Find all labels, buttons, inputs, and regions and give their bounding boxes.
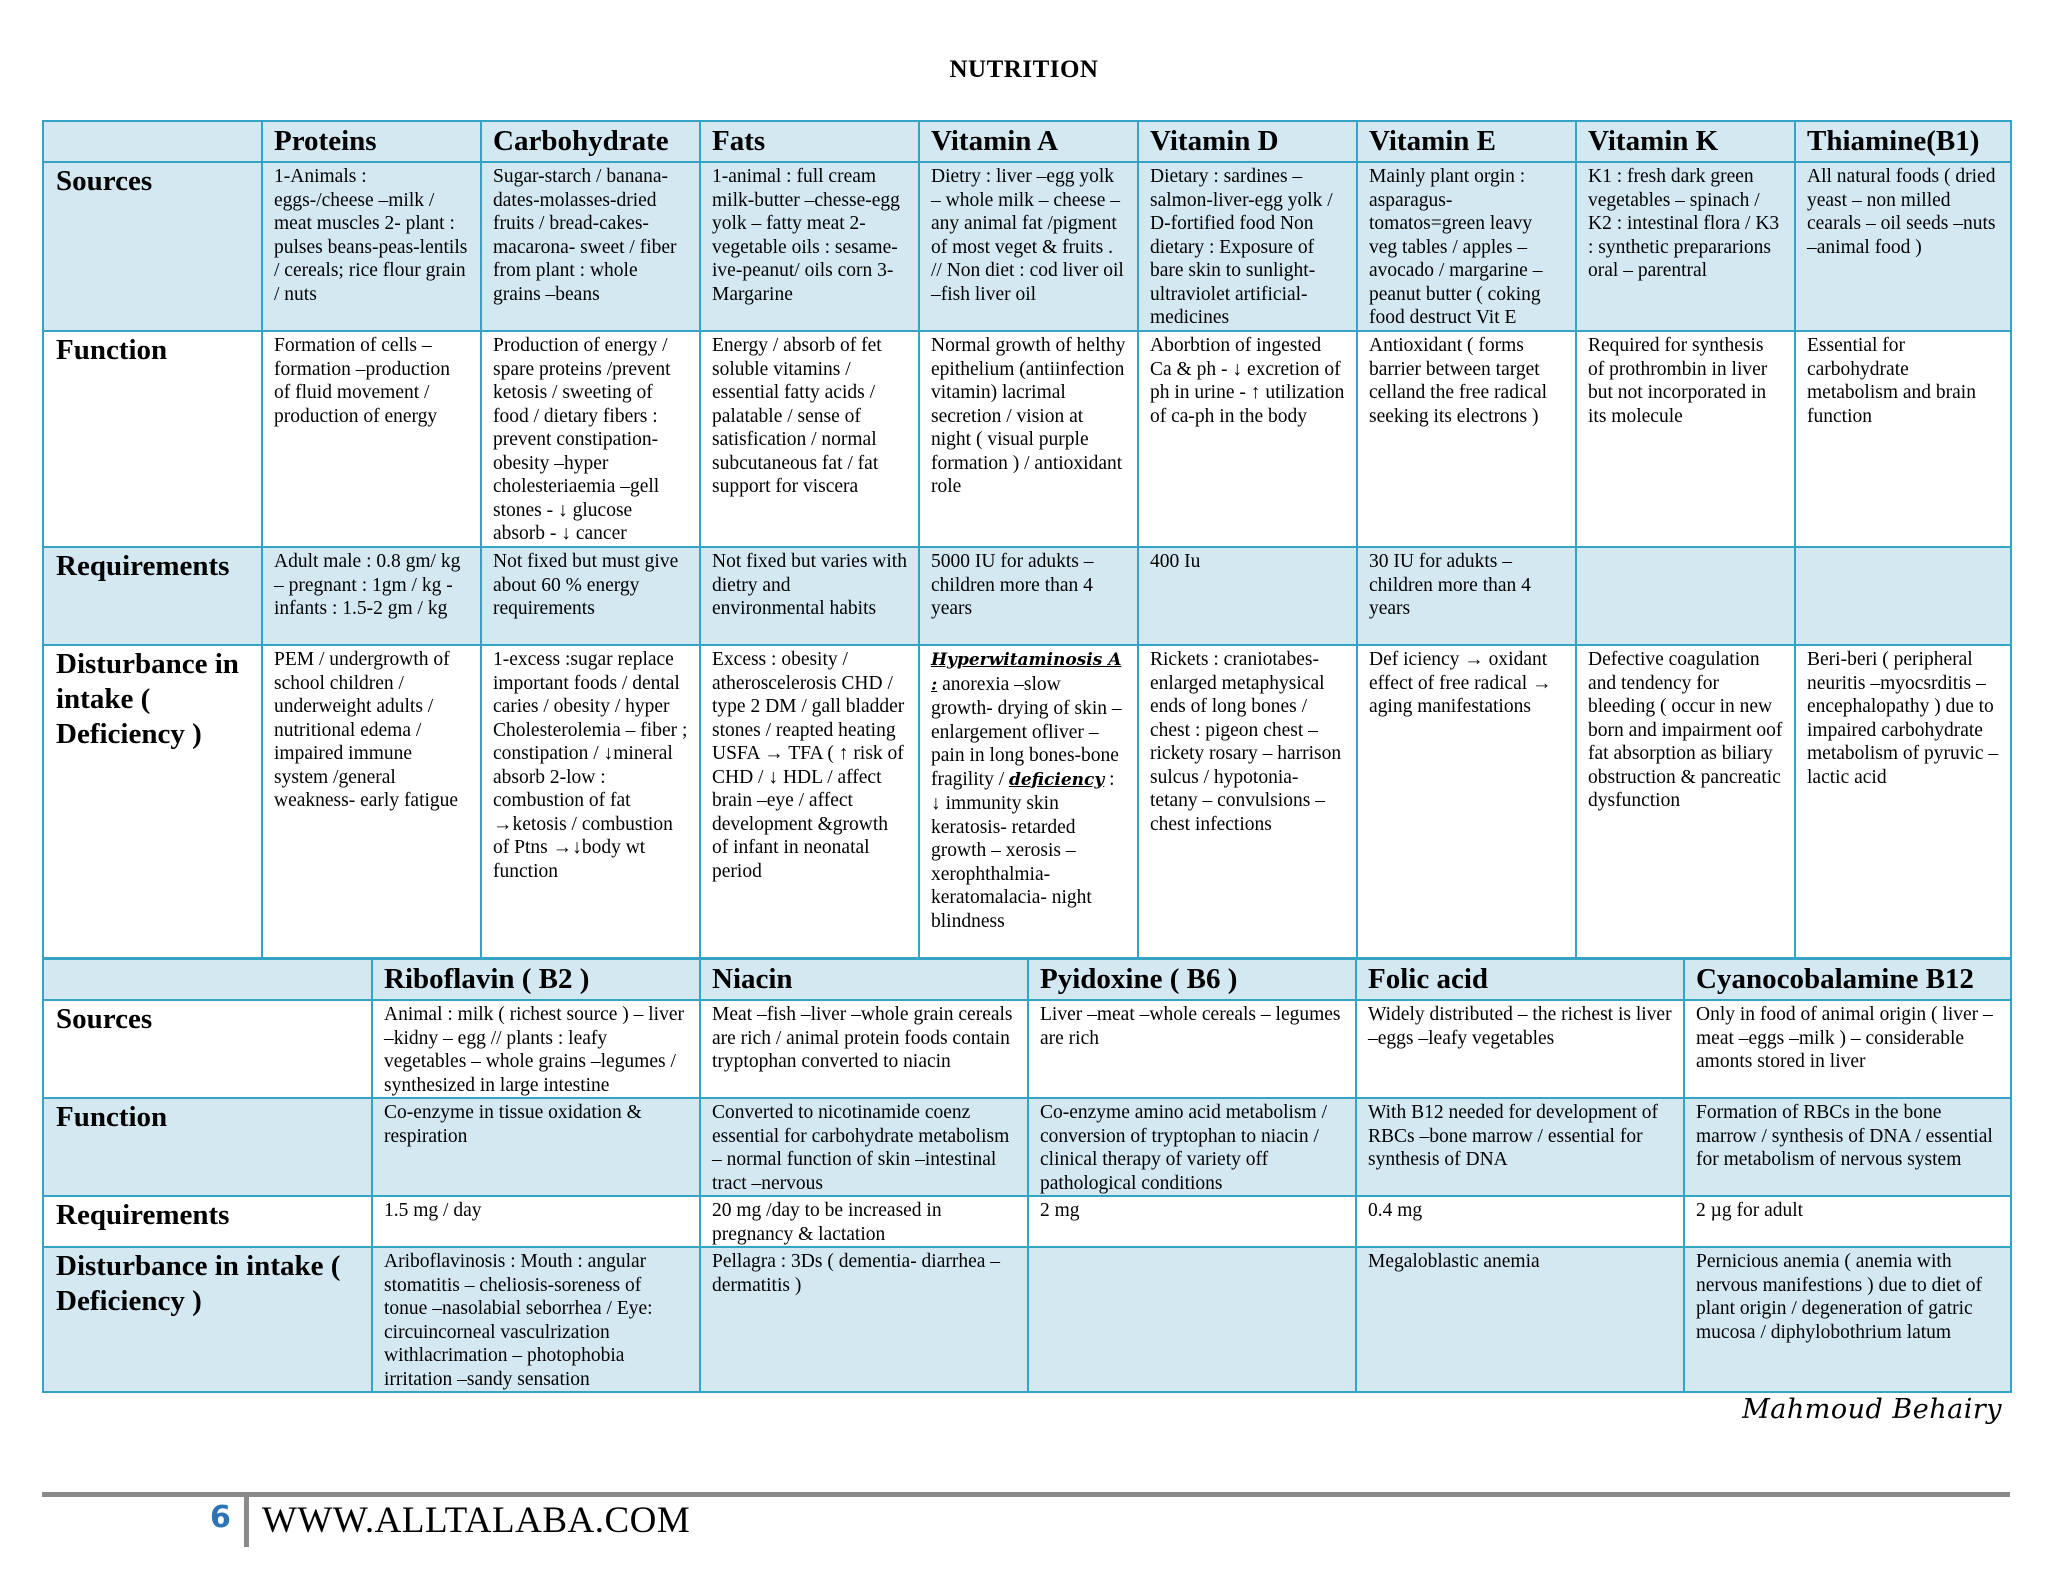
table-cell: Meat –fish –liver –whole grain cereals are rich / animal protein foods contain tryptophan converted to niacin: [700, 1000, 1028, 1098]
table-cell: Energy / absorb of fet soluble vitamins / essential fatty acids / palatable / sense of satisfication / normal subcutaneous fat / fat support for viscera: [700, 331, 919, 547]
table-row-sources: [43, 162, 2011, 331]
table-row-sources: [43, 1000, 2011, 1098]
col-header-niacin: Niacin: [700, 959, 1028, 1000]
footer-divider: [42, 1492, 2010, 1497]
col-header-carbohydrate: Carbohydrate: [481, 121, 700, 162]
table-cell: Pernicious anemia ( anemia with nervous manifestions ) due to diet of plant origin / degeneration of gatric mucosa / diphylobothrium latum: [1684, 1247, 2011, 1392]
row-label-requirements: Requirements: [43, 547, 262, 645]
table-row-deficiency: [43, 645, 2011, 958]
col-header-riboflavin: Riboflavin ( B2 ): [372, 959, 700, 1000]
table-cell: Not fixed but varies with dietry and environmental habits: [700, 547, 919, 645]
footer-separator: [244, 1497, 249, 1547]
table-cell: 2 mg: [1028, 1196, 1356, 1247]
table-cell: [1576, 547, 1795, 645]
row-label-sources: Sources: [43, 1000, 372, 1098]
table-cell: Converted to nicotinamide coenz essential for carbohydrate metabolism – normal function of skin –intestinal tract –nervous: [700, 1098, 1028, 1196]
table-cell: 2 µg for adult: [1684, 1196, 2011, 1247]
col-header-thiamine: Thiamine(B1): [1795, 121, 2011, 162]
row-label-requirements: Requirements: [43, 1196, 372, 1247]
row-label-deficiency: Disturbance in intake ( Deficiency ): [43, 645, 262, 958]
table-cell: 1-Animals : eggs-/cheese –milk / meat muscles 2- plant : pulses beans-peas-lentils / cereals; rice flour grain / nuts: [262, 162, 481, 331]
row-label-function: Function: [43, 331, 262, 547]
table-cell: [1795, 547, 2011, 645]
table-cell: 20 mg /day to be increased in pregnancy & lactation: [700, 1196, 1028, 1247]
corner-cell: [43, 121, 262, 162]
table-cell: 400 Iu: [1138, 547, 1357, 645]
col-header-proteins: Proteins: [262, 121, 481, 162]
table-cell: Megaloblastic anemia: [1356, 1247, 1684, 1392]
table-cell: With B12 needed for development of RBCs –bone marrow / essential for synthesis of DNA: [1356, 1098, 1684, 1196]
table-cell: PEM / undergrowth of school children / underweight adults / nutritional edema / impaired immune system /general weakness- early fatigue: [262, 645, 481, 958]
page-number: 6: [210, 1500, 231, 1535]
table-cell: Co-enzyme in tissue oxidation & respiration: [372, 1098, 700, 1196]
col-header-pyridoxine: Pyidoxine ( B6 ): [1028, 959, 1356, 1000]
table-cell: Aborbtion of ingested Ca & ph - ↓ excretion of ph in urine - ↑ utilization of ca-ph in the body: [1138, 331, 1357, 547]
table-cell: 30 IU for adukts – children more than 4 years: [1357, 547, 1576, 645]
page-title: NUTRITION: [949, 56, 1099, 83]
col-header-folic-acid: Folic acid: [1356, 959, 1684, 1000]
table-cell: Liver –meat –whole cereals – legumes are rich: [1028, 1000, 1356, 1098]
col-header-vitamin-e: Vitamin E: [1357, 121, 1576, 162]
table-cell: Beri-beri ( peripheral neuritis –myocsrditis – encephalopathy ) due to impaired carbohydrate metabolism of pyruvic –lactic acid: [1795, 645, 2011, 958]
table-cell: 1-animal : full cream milk-butter –chesse-egg yolk – fatty meat 2-vegetable oils : sesame-ive-peanut/ oils corn 3-Margarine: [700, 162, 919, 331]
table-cell: Pellagra : 3Ds ( dementia- diarrhea – dermatitis ): [700, 1247, 1028, 1392]
table-cell: 0.4 mg: [1356, 1196, 1684, 1247]
table-row-requirements: [43, 1196, 2011, 1247]
table-cell: Production of energy / spare proteins /prevent ketosis / sweeting of food / dietary fibers : prevent constipation-obesity –hyper cholesteriaemia –gell stones - ↓ glucose absorb - ↓ cancer: [481, 331, 700, 547]
table-cell: Formation of RBCs in the bone marrow / synthesis of DNA / essential for metabolism of nervous system: [1684, 1098, 2011, 1196]
table-cell: Antioxidant ( forms barrier between target celland the free radical seeking its electrons ): [1357, 331, 1576, 547]
table-cell: Normal growth of helthy epithelium (antiinfection vitamin) lacrimal secretion / vision at night ( visual purple formation ) / antioxidant role: [919, 331, 1138, 547]
table-cell: 5000 IU for adukts – children more than 4 years: [919, 547, 1138, 645]
table-cell: Sugar-starch / banana-dates-molasses-dried fruits / bread-cakes-macarona- sweet / fiber from plant : whole grains –beans: [481, 162, 700, 331]
table-row-function: [43, 331, 2011, 547]
table-cell: Widely distributed – the richest is liver –eggs –leafy vegetables: [1356, 1000, 1684, 1098]
table-cell: Dietary : sardines – salmon-liver-egg yolk / D-fortified food Non dietary : Exposure of bare skin to sunlight- ultraviolet artificial- medicines: [1138, 162, 1357, 331]
table-cell: Formation of cells – formation –production of fluid movement / production of energy: [262, 331, 481, 547]
table-cell: All natural foods ( dried yeast – non milled cearals – oil seeds –nuts –animal food ): [1795, 162, 2011, 331]
table-cell: Not fixed but must give about 60 % energy requirements: [481, 547, 700, 645]
website-link[interactable]: WWW.ALLTALABA.COM: [262, 1500, 691, 1541]
table-cell: Essential for carbohydrate metabolism and brain function: [1795, 331, 2011, 547]
corner-cell: [43, 959, 372, 1000]
table-cell: Only in food of animal origin ( liver –meat –eggs –milk ) – considerable amonts stored in liver: [1684, 1000, 2011, 1098]
table-cell: Mainly plant orgin : asparagus-tomatos=green leavy veg tables / apples – avocado / margarine – peanut butter ( coking food destruct Vit E: [1357, 162, 1576, 331]
table-cell: Ariboflavinosis : Mouth : angular stomatitis – cheliosis-soreness of tonue –nasolabial seborrhea / Eye: circuincorneal vasculrization withlacrimation – photophobia irritation –sandy sensation: [372, 1247, 700, 1392]
table-cell: Dietry : liver –egg yolk – whole milk – cheese –any animal fat /pigment of most veget & fruits . // Non diet : cod liver oil –fish liver oil: [919, 162, 1138, 331]
header-row: [43, 959, 2011, 1000]
table-cell: Def iciency → oxidant effect of free radical → aging manifestations: [1357, 645, 1576, 958]
nutrition-table-macros: [42, 120, 2012, 959]
nutrition-table-vitamins-b: [42, 958, 2012, 1393]
table-cell: [1028, 1247, 1356, 1392]
table-cell: Co-enzyme amino acid metabolism / conversion of tryptophan to niacin / clinical therapy of variety off pathological conditions: [1028, 1098, 1356, 1196]
hypervitaminosis-label: Hyperwitaminosis A :: [931, 650, 1122, 695]
table-row-function: [43, 1098, 2011, 1196]
table-row-deficiency: [43, 1247, 2011, 1392]
table-cell: Rickets : craniotabes-enlarged metaphysical ends of long bones / chest : pigeon chest – rickety rosary – harrison sulcus / hypotonia-tetany – convulsions – chest infections: [1138, 645, 1357, 958]
row-label-deficiency: Disturbance in intake ( Deficiency ): [43, 1247, 372, 1392]
row-label-function: Function: [43, 1098, 372, 1196]
table-cell: Animal : milk ( richest source ) – liver –kidny – egg // plants : leafy vegetables – whole grains –legumes / synthesized in large intestine: [372, 1000, 700, 1098]
table-cell: Excess : obesity / atheroscelerosis CHD / type 2 DM / gall bladder stones / reapted heating USFA → TFA ( ↑ risk of CHD / ↓ HDL / affect brain –eye / affect development &growth of infant in neonatal period: [700, 645, 919, 958]
hypervitaminosis-text: anorexia –slow growth- drying of skin – enlargement ofliver – pain in long bones-bone fragility /: [931, 673, 1122, 790]
author-signature: Mahmoud Behairy: [1742, 1394, 2002, 1425]
col-header-vitamin-d: Vitamin D: [1138, 121, 1357, 162]
table-cell-vitamin-a-deficiency: [919, 645, 1138, 958]
row-label-sources: Sources: [43, 162, 262, 331]
col-header-cyanocobalamine: Cyanocobalamine B12: [1684, 959, 2011, 1000]
col-header-vitamin-a: Vitamin A: [919, 121, 1138, 162]
header-row: [43, 121, 2011, 162]
table-cell: Adult male : 0.8 gm/ kg – pregnant : 1gm / kg - infants : 1.5-2 gm / kg: [262, 547, 481, 645]
col-header-vitamin-k: Vitamin K: [1576, 121, 1795, 162]
table-cell: Defective coagulation and tendency for bleeding ( occur in new born and impairment oof fat absorption as biliary obstruction & pancreatic dysfunction: [1576, 645, 1795, 958]
table-row-requirements: [43, 547, 2011, 645]
table-cell: 1-excess :sugar replace important foods / dental caries / obesity / hyper Cholesterolemia – fiber ; constipation / ↓mineral absorb 2-low : combustion of fat →ketosis / combustion of Ptns →↓body wt function: [481, 645, 700, 958]
deficiency-label: deficiency: [1008, 769, 1105, 790]
table-cell: 1.5 mg / day: [372, 1196, 700, 1247]
deficiency-text: : ↓ immunity skin keratosis- retarded growth – xerosis – xerophthalmia-keratomalacia- night blindness: [931, 768, 1115, 932]
table-cell: K1 : fresh dark green vegetables – spinach / K2 : intestinal flora / K3 : synthetic prepararions oral – parentral: [1576, 162, 1795, 331]
table-cell: Required for synthesis of prothrombin in liver but not incorporated in its molecule: [1576, 331, 1795, 547]
col-header-fats: Fats: [700, 121, 919, 162]
